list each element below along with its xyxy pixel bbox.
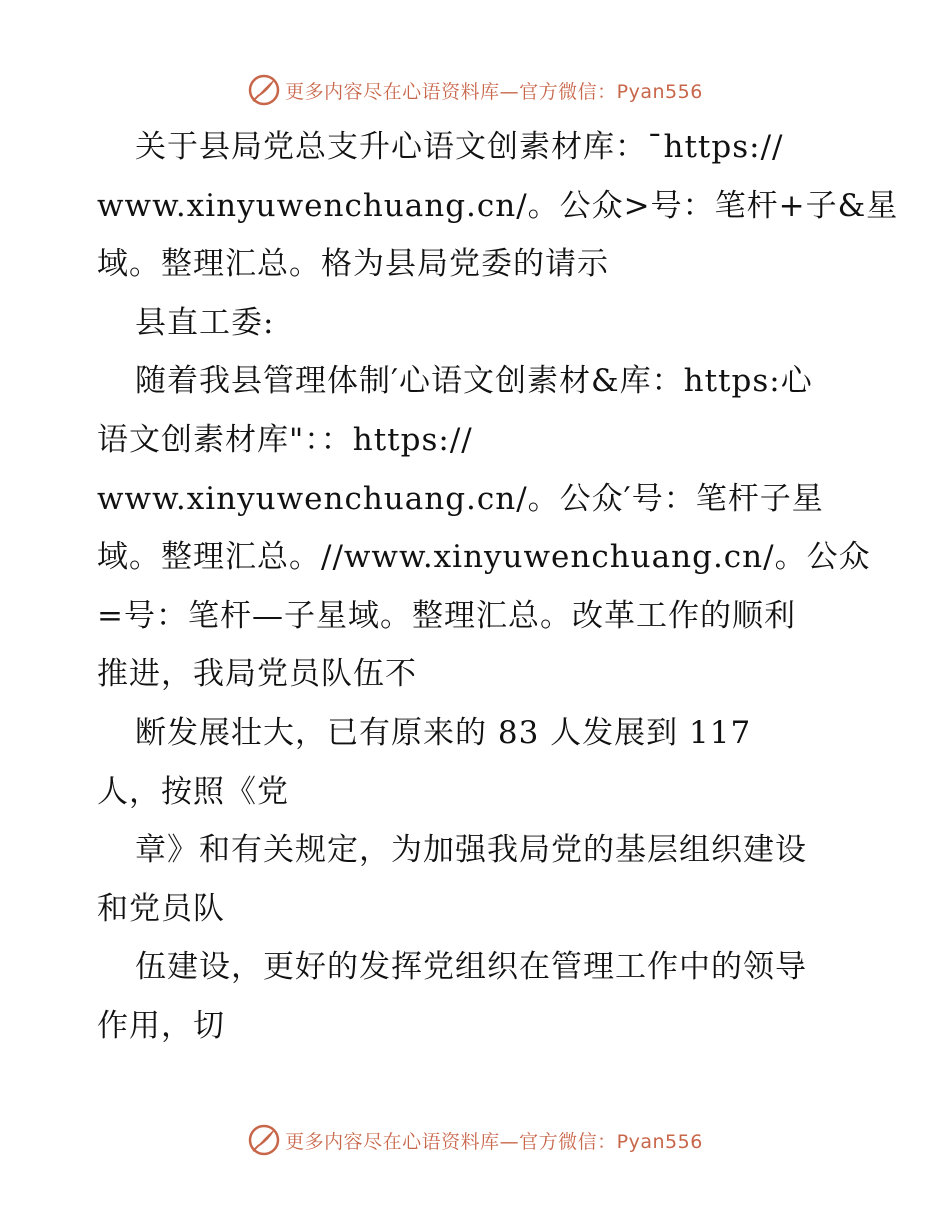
body-line-13: 章》和有关规定，为加强我局党的基层组织建设 [135, 832, 807, 869]
body-line-11: 断发展壮大，已有原来的 83 人发展到 117 [135, 714, 752, 751]
body-line-4: 县直工委: [135, 304, 275, 341]
feather-pen-circle-icon [247, 1123, 281, 1157]
header-banner-text: 更多内容尽在心语资料库—官方微信：Pyan556 [285, 80, 703, 103]
body-line-14: 和党员队 [97, 890, 225, 927]
feather-pen-circle-icon [247, 73, 281, 107]
header-banner [0, 70, 950, 110]
body-line-6: 语文创素材库"：：https:// [97, 421, 473, 458]
body-line-16: 作用，切 [97, 1007, 225, 1044]
body-line-1: 关于县局党总支升心语文创素材库：¯https:// [135, 129, 784, 165]
body-line-10: 推进，我局党员队伍不 [97, 656, 417, 693]
body-line-3: 域。整理汇总。格为县局党委的请示 [97, 246, 609, 283]
body-line-9: =号：笔杆—子星域。整理汇总。改革工作的顺利 [97, 597, 796, 634]
document-body [97, 124, 899, 1062]
body-line-8: 域。整理汇总。//www.xinyuwenchuang.cn/。公众 [97, 539, 871, 576]
footer-banner [0, 1120, 950, 1160]
body-line-7: www.xinyuwenchuang.cn/。公众′号：笔杆子星 [97, 480, 824, 517]
body-line-15: 伍建设，更好的发挥党组织在管理工作中的领导 [135, 949, 807, 986]
body-line-5: 随着我县管理体制′心语文创素材&库：https:心 [135, 363, 813, 400]
body-line-2: www.xinyuwenchuang.cn/。公众>号：笔杆+子&星 [97, 187, 899, 224]
body-line-12: 人，按照《党 [97, 773, 289, 810]
footer-banner-text: 更多内容尽在心语资料库—官方微信：Pyan556 [285, 1130, 703, 1153]
